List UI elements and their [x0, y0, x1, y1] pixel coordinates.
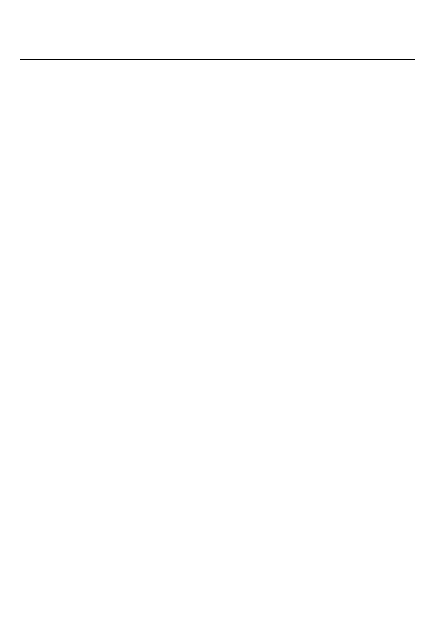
text-line — [20, 109, 415, 132]
header-rule — [20, 59, 415, 60]
text-line — [20, 64, 415, 87]
text-line — [20, 313, 415, 336]
text-line — [20, 267, 415, 290]
text-line — [20, 154, 415, 177]
text-line — [20, 358, 415, 381]
text-line — [20, 87, 415, 110]
body-text — [20, 64, 415, 620]
text-line — [20, 538, 415, 561]
text-line — [20, 561, 415, 584]
text-line — [20, 471, 415, 494]
text-line — [20, 516, 415, 539]
text-line — [20, 584, 415, 607]
section-heading — [20, 335, 415, 358]
text-line — [20, 200, 415, 223]
text-line — [20, 426, 415, 449]
text-line — [20, 132, 415, 155]
text-line — [20, 290, 415, 313]
text-line — [20, 245, 415, 268]
text-line — [20, 448, 415, 471]
text-line — [20, 177, 415, 200]
text-line — [20, 493, 415, 516]
text-line — [20, 380, 415, 403]
text-line — [20, 403, 415, 426]
text-line — [20, 222, 415, 245]
